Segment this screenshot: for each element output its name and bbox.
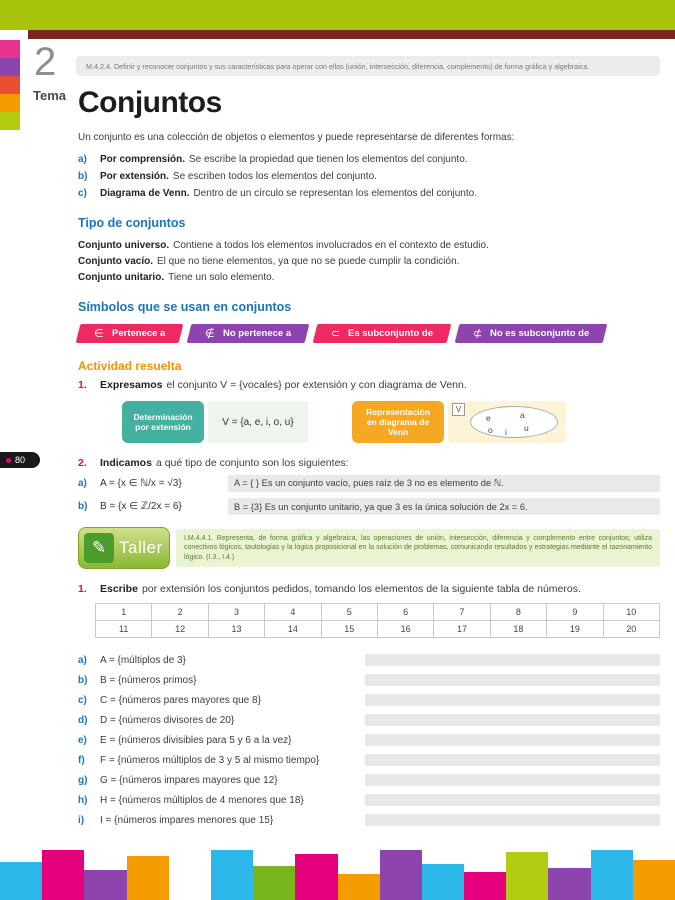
venn-element: o: [488, 425, 493, 435]
blank-answer-box: [365, 754, 660, 766]
set-expression: B = {x ∈ ℤ/2x = 6}: [100, 501, 182, 512]
element-of-icon: ∈: [94, 328, 104, 340]
section-heading-simbolos: Símbolos que se usan en conjuntos: [78, 300, 292, 314]
footer-block: [211, 850, 253, 900]
solved-exercise-b: [78, 498, 660, 515]
page-number-badge: [0, 452, 40, 468]
table-cell: 6: [377, 604, 433, 621]
badge-label: Es subconjunto de: [347, 328, 433, 339]
unit-tab: [0, 94, 20, 112]
table-cell: 19: [547, 621, 603, 638]
footer-block: [0, 862, 42, 900]
item-text: Dentro de un círculo se representan los elementos del conjunto.: [193, 188, 477, 199]
item-verb: Expresamos: [100, 379, 163, 391]
unit-tab: [0, 112, 20, 130]
intro-text: Un conjunto es una colección de objetos o elementos y puede representarse de diferentes formas:: [78, 132, 515, 143]
not-element-of-icon: ∉: [204, 328, 215, 340]
footer-block: [127, 856, 169, 900]
blank-answer-box: [365, 674, 660, 686]
tipo-text: El que no tiene elementos, ya que no se puede cumplir la condición.: [157, 256, 460, 267]
unit-label: Tema: [33, 88, 66, 103]
venn-diagram: [448, 401, 566, 443]
item-text: Se escribe la propiedad que tienen los elementos del conjunto.: [189, 154, 468, 165]
item-term: Por extensión.: [100, 171, 169, 182]
pencil-icon: ✎: [84, 533, 114, 563]
table-cell: 1: [96, 604, 152, 621]
list-item: [78, 185, 660, 202]
item-letter: e): [78, 734, 87, 746]
item-letter: f): [78, 754, 85, 766]
item-term: Diagrama de Venn.: [100, 188, 190, 199]
page-number-dot-icon: [6, 458, 11, 463]
tipo-item: [78, 238, 660, 254]
exercise-text: A = {múltiplos de 3}: [100, 654, 186, 666]
item-letter: h): [78, 794, 88, 806]
solved-exercise-a: [78, 475, 660, 492]
list-item: [78, 168, 660, 185]
page-title: Conjuntos: [78, 86, 222, 119]
item-term: Por comprensión.: [100, 154, 186, 165]
footer-block: [548, 868, 590, 900]
solved-example-row: [122, 401, 660, 443]
unit-color-tabs: [0, 40, 20, 130]
not-subset-icon: ⊄: [472, 328, 483, 340]
table-cell: 18: [490, 621, 546, 638]
badge-label: No pertenece a: [222, 328, 291, 339]
venn-element: i: [505, 427, 507, 437]
taller-label: Taller: [119, 538, 163, 557]
unit-number: 2: [34, 40, 57, 84]
exercise-text: G = {números impares mayores que 12}: [100, 774, 278, 786]
item-letter: b): [78, 501, 88, 512]
blank-answer-box: [365, 734, 660, 746]
exercise-item: [78, 710, 660, 730]
venn-element: e: [486, 413, 491, 423]
header-maroon-bar: [28, 30, 675, 39]
exercise-item: [78, 810, 660, 830]
table-cell: 8: [490, 604, 546, 621]
curriculum-standard-text: M.4.2.4. Definir y reconocer conjuntos y sus características para operar con ellos (unión, intersección, diferencia, complemento) de forma gráfica y algebraica.: [86, 61, 590, 71]
curriculum-standard-box: [76, 56, 660, 76]
blank-answer-box: [365, 714, 660, 726]
table-cell: 17: [434, 621, 490, 638]
table-cell: 12: [152, 621, 208, 638]
item-letter: a): [78, 154, 87, 165]
taller-task-1: [78, 583, 660, 595]
table-cell: 4: [265, 604, 321, 621]
item-verb: Indicamos: [100, 457, 152, 469]
exercise-text: D = {números divisores de 20}: [100, 714, 235, 726]
footer-color-blocks: [0, 848, 675, 900]
section-heading-tipos: Tipo de conjuntos: [78, 216, 186, 230]
exercise-text: H = {números múltiplos de 4 menores que 18}: [100, 794, 304, 806]
exercise-item: [78, 670, 660, 690]
venn-set-label: V: [452, 403, 465, 416]
tipo-term: Conjunto vacío.: [78, 256, 153, 267]
table-cell: 15: [321, 621, 377, 638]
page-number: 80: [15, 455, 26, 465]
exercise-list: [78, 650, 660, 830]
exercise-item: [78, 650, 660, 670]
item-number: 1.: [78, 379, 87, 391]
footer-block: [633, 860, 675, 900]
numbers-table: [95, 603, 660, 638]
item-letter: a): [78, 478, 87, 489]
symbol-badges: [78, 324, 660, 343]
numbers-table-wrap: [95, 603, 660, 638]
item-letter: d): [78, 714, 88, 726]
tipo-text: Tiene un solo elemento.: [168, 272, 275, 283]
table-row: [96, 604, 660, 621]
footer-block: [84, 870, 126, 900]
table-cell: 10: [603, 604, 659, 621]
badge-label: Pertenece a: [111, 328, 165, 339]
table-cell: 9: [547, 604, 603, 621]
item-number: 1.: [78, 583, 87, 595]
footer-block: [591, 850, 633, 900]
item-letter: c): [78, 188, 87, 199]
unit-tab: [0, 58, 20, 76]
page-content: [78, 86, 660, 830]
solved-answer-box: A = { } Es un conjunto vacío, pues raíz de 3 no es elemento de ℕ.: [228, 475, 660, 492]
item-letter: b): [78, 171, 88, 182]
representation-list: [78, 151, 660, 202]
taller-section: [78, 527, 660, 569]
symbol-badge-subconjunto: [312, 324, 451, 343]
blank-answer-box: [365, 794, 660, 806]
item-letter: b): [78, 674, 88, 686]
table-cell: 16: [377, 621, 433, 638]
footer-block: [42, 850, 84, 900]
table-cell: 5: [321, 604, 377, 621]
solved-answer-box: B = {3} Es un conjunto unitario, ya que 3 es la única solución de 2x = 6.: [228, 498, 660, 515]
subset-icon: ⊂: [330, 328, 340, 340]
table-cell: 14: [265, 621, 321, 638]
header-green-bar: [0, 0, 675, 30]
table-cell: 2: [152, 604, 208, 621]
symbol-badge-no-subconjunto: [454, 324, 607, 343]
item-letter: g): [78, 774, 88, 786]
venn-label-box: Representación en diagrama de Venn: [352, 401, 444, 443]
exercise-text: E = {números divisibles para 5 y 6 a la vez}: [100, 734, 292, 746]
footer-block: [169, 876, 211, 900]
exercise-item: [78, 770, 660, 790]
footer-block: [422, 864, 464, 900]
blank-answer-box: [365, 814, 660, 826]
blank-answer-box: [365, 654, 660, 666]
footer-block: [338, 874, 380, 900]
exercise-text: B = {números primos}: [100, 674, 197, 686]
activity-item-1: [78, 379, 660, 391]
badge-label: No es subconjunto de: [490, 328, 590, 339]
venn-element: u: [524, 423, 529, 433]
exercise-item: [78, 730, 660, 750]
exercise-item: [78, 690, 660, 710]
venn-ellipse: [470, 406, 558, 438]
tipo-item: [78, 254, 660, 270]
table-cell: 20: [603, 621, 659, 638]
table-cell: 13: [208, 621, 264, 638]
activity-item-2: [78, 457, 660, 469]
exercise-text: F = {números múltiplos de 3 y 5 al mismo tiempo}: [100, 754, 320, 766]
table-cell: 7: [434, 604, 490, 621]
set-expression: A = {x ∈ ℕ/x = √3}: [100, 478, 182, 489]
venn-element: a: [520, 410, 525, 420]
unit-tab: [0, 76, 20, 94]
symbol-badge-no-pertenece: [187, 324, 309, 343]
extension-value-box: V = {a, e, i, o, u}: [208, 401, 308, 443]
item-text: por extensión los conjuntos pedidos, tomando los elementos de la siguiente tabla de números.: [141, 583, 581, 595]
item-number: 2.: [78, 457, 87, 469]
section-heading-actividad: Actividad resuelta: [78, 359, 182, 373]
list-item: [78, 151, 660, 168]
tipo-item: [78, 270, 660, 286]
table-cell: 3: [208, 604, 264, 621]
footer-block: [506, 852, 548, 900]
exercise-item: [78, 750, 660, 770]
item-letter: a): [78, 654, 87, 666]
item-text: Se escriben todos los elementos del conjunto.: [172, 171, 377, 182]
determinacion-label-box: Determinación por extensión: [122, 401, 204, 443]
exercise-text: C = {números pares mayores que 8}: [100, 694, 261, 706]
unit-tab: [0, 40, 20, 58]
taller-tag: [78, 527, 170, 569]
taller-standard-text: I.M.4.4.1. Representa, de forma gráfica y algebraica, las operaciones de unión, intersección, diferencia y complemento entre conjuntos; utiliza conectivos lógicos, tautologías y la lógica proposicional en la solución de problemas, comunicando resultados y estrategias mediante el razonamiento lógico. (I.3., I.4.): [176, 529, 660, 568]
table-cell: 11: [96, 621, 152, 638]
exercise-text: I = {números impares menores que 15}: [100, 814, 274, 826]
footer-block: [380, 850, 422, 900]
blank-answer-box: [365, 694, 660, 706]
item-text: a qué tipo de conjunto son los siguientes:: [155, 457, 349, 469]
footer-block: [295, 854, 337, 900]
item-letter: c): [78, 694, 87, 706]
item-letter: i): [78, 814, 85, 826]
exercise-item: [78, 790, 660, 810]
tipo-text: Contiene a todos los elementos involucrados en el contexto de estudio.: [173, 240, 489, 251]
symbol-badge-pertenece: [76, 324, 184, 343]
tipo-term: Conjunto universo.: [78, 240, 170, 251]
tipo-term: Conjunto unitario.: [78, 272, 165, 283]
footer-block: [253, 866, 295, 900]
item-verb: Escribe: [100, 583, 138, 595]
table-row: [96, 621, 660, 638]
footer-block: [464, 872, 506, 900]
item-text: el conjunto V = {vocales} por extensión y con diagrama de Venn.: [166, 379, 467, 391]
blank-answer-box: [365, 774, 660, 786]
